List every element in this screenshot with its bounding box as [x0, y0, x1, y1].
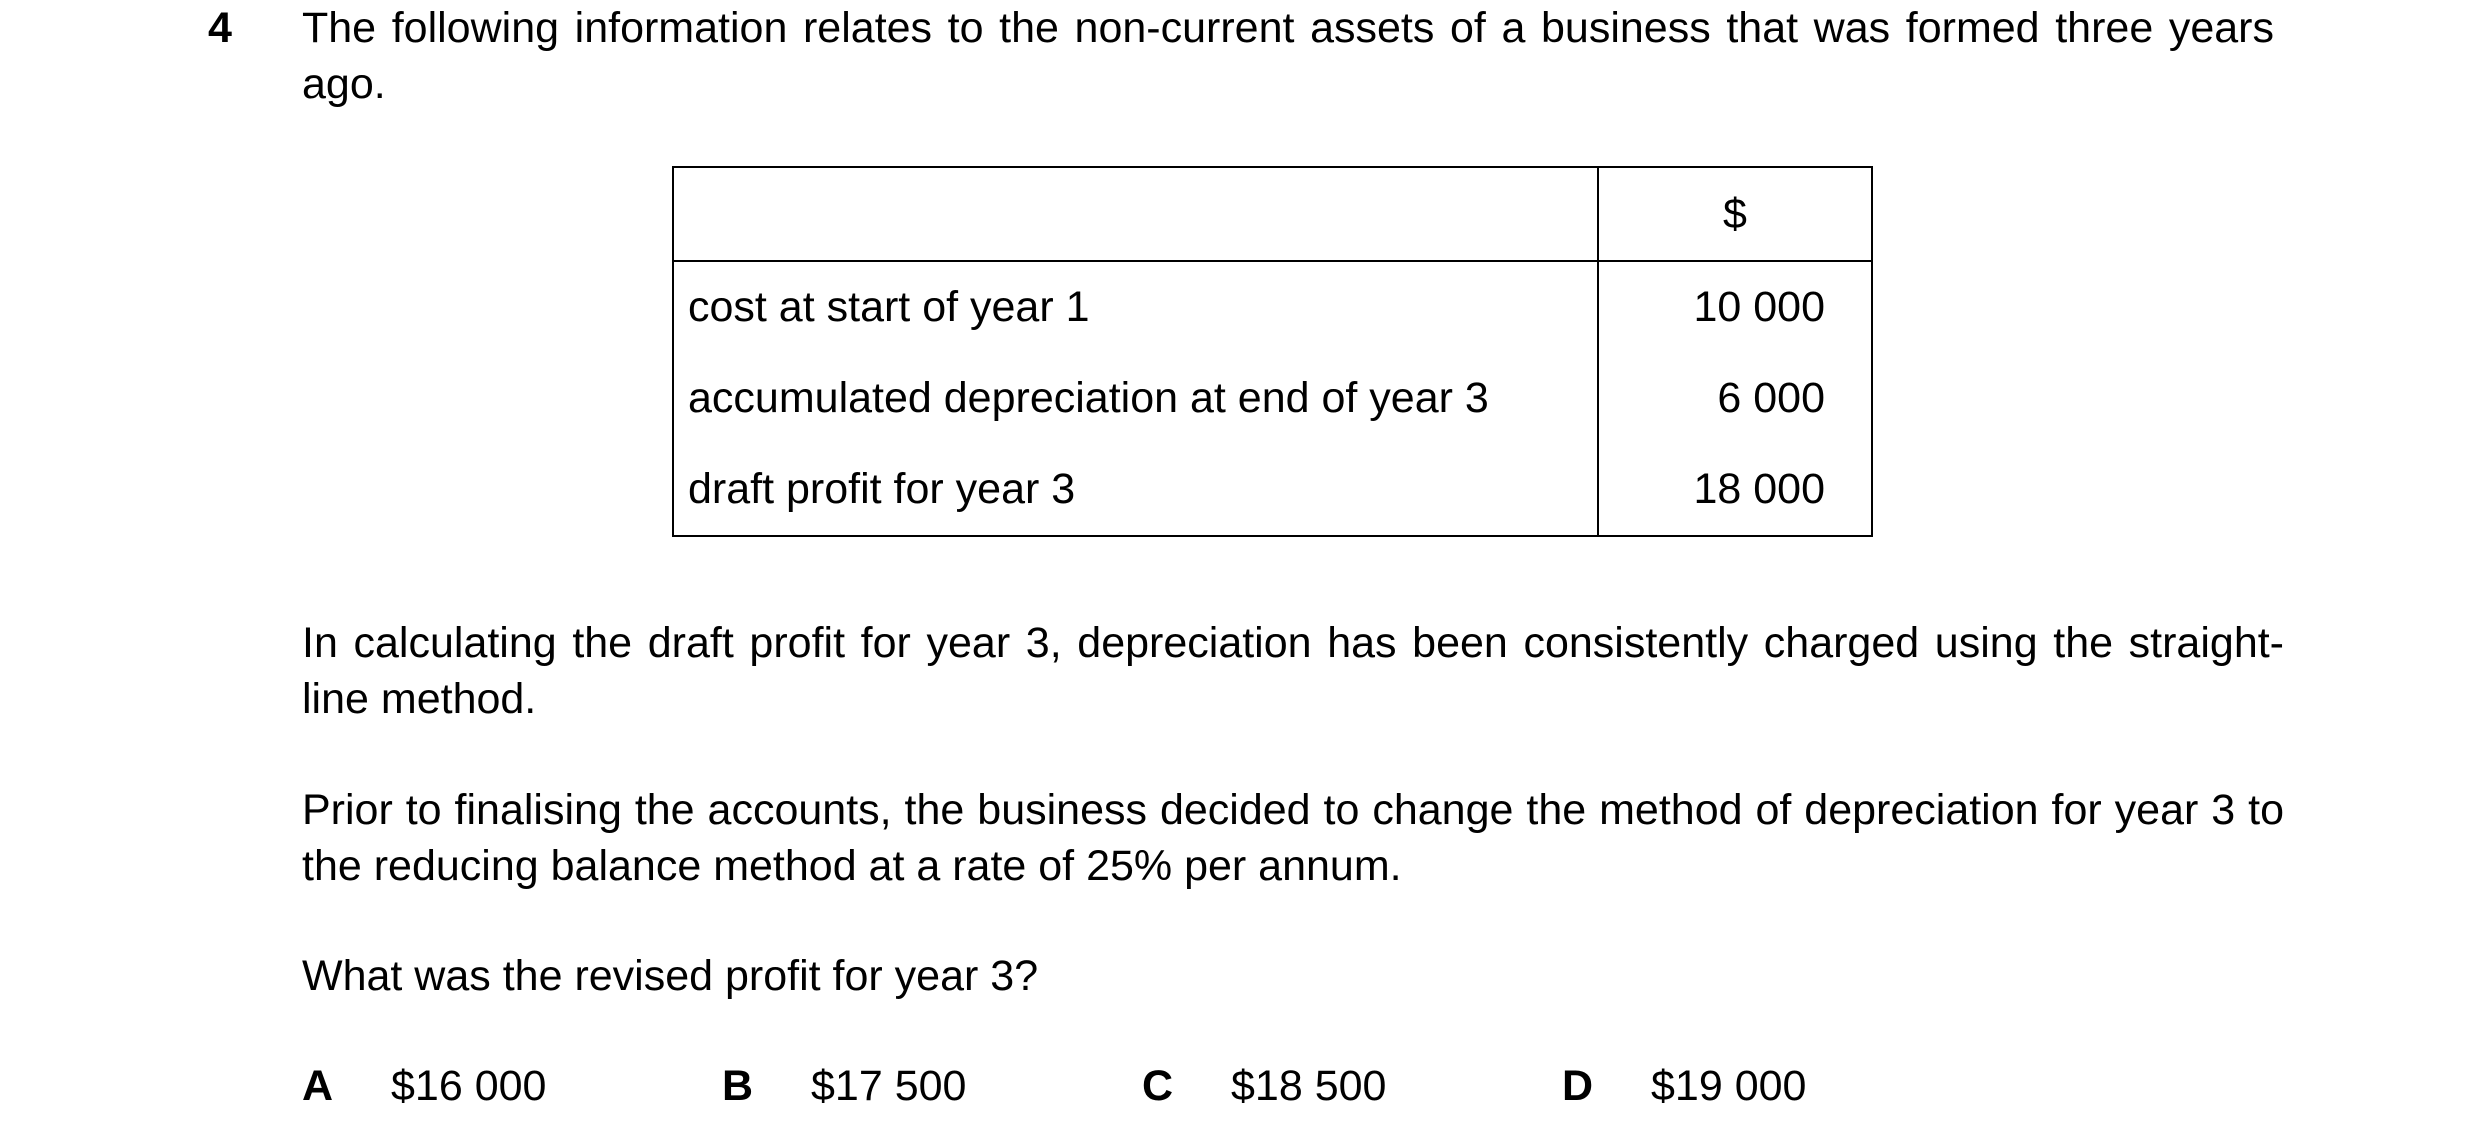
- row-value: 18 000: [1598, 444, 1872, 536]
- row-label: accumulated depreciation at end of year 3: [673, 353, 1598, 444]
- paragraph-straight-line: In calculating the draft profit for year 3, depreciation has been consistently charged using the straight-line method.: [302, 619, 2284, 723]
- row-value: 6 000: [1598, 353, 1872, 444]
- option-b-value[interactable]: $17 500: [811, 1062, 967, 1110]
- option-b-letter[interactable]: B: [722, 1062, 754, 1110]
- option-c-value[interactable]: $18 500: [1231, 1062, 1387, 1110]
- question-intro: The following information relates to the non-current assets of a business that was formed three years ago.: [302, 4, 2274, 108]
- option-d-value[interactable]: $19 000: [1651, 1062, 1807, 1110]
- option-a-value[interactable]: $16 000: [391, 1062, 547, 1110]
- table-header-currency: $: [1598, 167, 1872, 261]
- question-number: 4: [208, 4, 232, 52]
- table-row: [673, 261, 1872, 353]
- table-header-label: [673, 167, 1598, 261]
- asset-table: [672, 166, 1873, 537]
- row-label: draft profit for year 3: [673, 444, 1598, 536]
- table-header-row: [673, 167, 1872, 261]
- table-row: [673, 444, 1872, 536]
- row-label: cost at start of year 1: [673, 261, 1598, 353]
- table-row: [673, 353, 1872, 444]
- option-c-letter[interactable]: C: [1142, 1062, 1174, 1110]
- question-prompt: What was the revised profit for year 3?: [302, 952, 1039, 1000]
- paragraph-reducing-balance: Prior to finalising the accounts, the business decided to change the method of depreciation for year 3 to the reducing balance method at a rate of 25% per annum.: [302, 786, 2284, 890]
- row-value: 10 000: [1598, 261, 1872, 353]
- option-d-letter[interactable]: D: [1562, 1062, 1594, 1110]
- option-a-letter[interactable]: A: [302, 1062, 334, 1110]
